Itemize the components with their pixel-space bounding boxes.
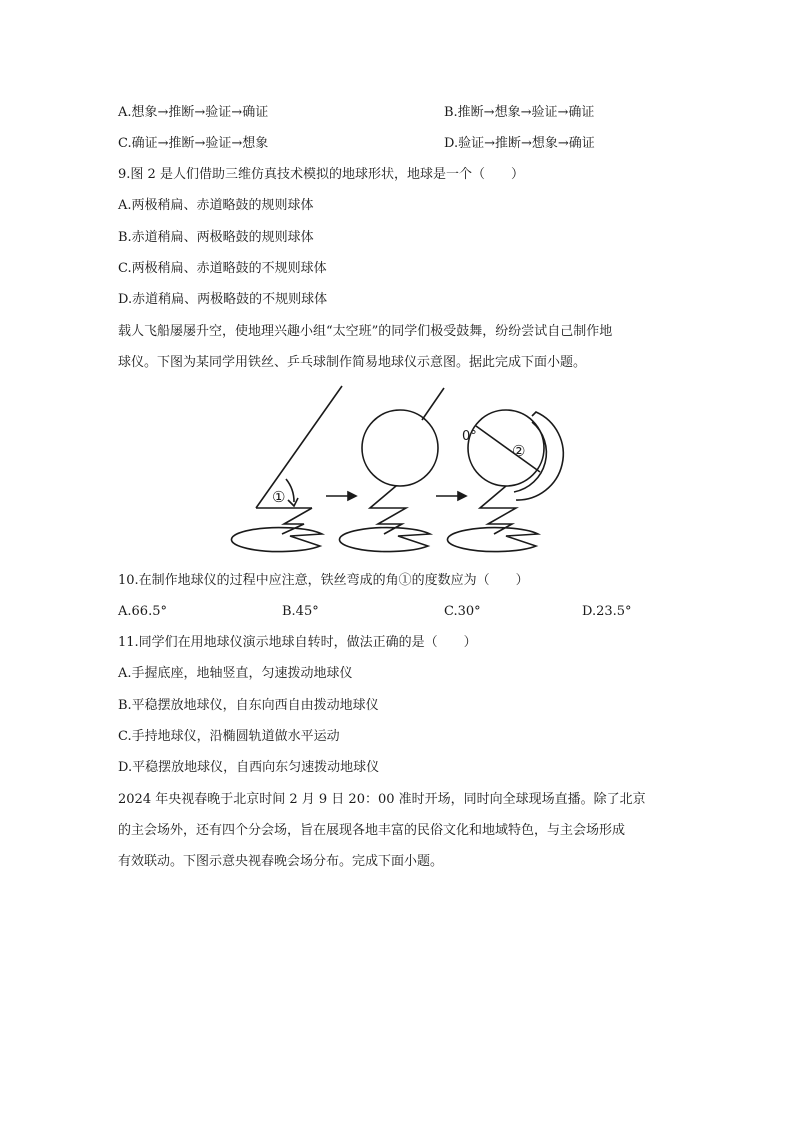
q10-option-c: C.30° (444, 604, 481, 619)
q11-option-a: A.手握底座，地轴竖直，匀速拨动地球仪 (118, 666, 353, 681)
intro-paragraph-globe (118, 316, 678, 378)
q10-option-d: D.23.5° (582, 604, 632, 619)
q9-stem: 9.图 2 是人们借助三维仿真技术模拟的地球形状，地球是一个（ ） (118, 167, 524, 182)
step1-base (231, 528, 322, 552)
q11-stem: 11.同学们在用地球仪演示地球自转时，做法正确的是（ ） (118, 635, 477, 650)
step2-ball (362, 410, 438, 486)
intro2-line-1: 2024 年央视春晚于北京时间 2 月 9 日 20：00 准时开场，同时向全球现场直播。除了北京 (118, 792, 646, 807)
intro-line-1: 载人飞船屡屡升空，使地理兴趣小组“太空班”的同学们极受鼓舞，纷纷尝试自己制作地 (118, 324, 613, 339)
step3-equator-line (476, 426, 540, 472)
q9-option-a: A.两极稍扁、赤道略鼓的规则球体 (118, 198, 314, 213)
intro2-line-2: 的主会场外，还有四个分会场，旨在展现各地丰富的民俗文化和地域特色，与主会场形成 (118, 823, 626, 838)
intro2-line-3: 有效联动。下图示意央视春晚会场分布。完成下面小题。 (118, 854, 444, 869)
globe-making-diagram (230, 384, 570, 556)
q8-option-a: A.想象→推断→验证→确证 (118, 105, 269, 120)
step2-base (339, 528, 430, 552)
q8-option-b: B.推断→想象→验证→确证 (444, 105, 595, 120)
q11-option-b: B.平稳摆放地球仪，自东向西自由拨动地球仪 (118, 698, 379, 713)
q10-stem: 10.在制作地球仪的过程中应注意，铁丝弯成的角①的度数应为（ ） (118, 573, 529, 588)
angle-label-2: ② (512, 442, 526, 460)
q11-option-c: C.手持地球仪，沿椭圆轨道做水平运动 (118, 729, 340, 744)
q9-option-c: C.两极稍扁、赤道略鼓的不规则球体 (118, 261, 327, 276)
q8-option-d: D.验证→推断→想象→确证 (444, 136, 595, 151)
q9-option-b: B.赤道稍扁、两极略鼓的规则球体 (118, 230, 314, 245)
q9-option-d: D.赤道稍扁、两极略鼓的不规则球体 (118, 292, 328, 307)
step2-ball-on-wire (339, 388, 444, 552)
q10-option-b: B.45° (282, 604, 319, 619)
step3-base (447, 528, 538, 552)
intro-paragraph-gala (118, 784, 678, 877)
arrow-step1-to-step2 (326, 492, 356, 500)
q11-option-d: D.平稳摆放地球仪，自西向东匀速拨动地球仪 (118, 760, 380, 775)
arrow-step2-to-step3 (436, 492, 466, 500)
intro-line-2: 球仪。下图为某同学用铁丝、乒乓球制作简易地球仪示意图。据此完成下面小题。 (118, 355, 587, 370)
step1-bent-wire (231, 386, 342, 552)
q8-option-c: C.确证→推断→验证→想象 (118, 136, 269, 151)
angle-label-1: ① (272, 488, 286, 506)
zero-degree-label: 0° (462, 429, 477, 444)
q10-option-a: A.66.5° (118, 604, 167, 619)
